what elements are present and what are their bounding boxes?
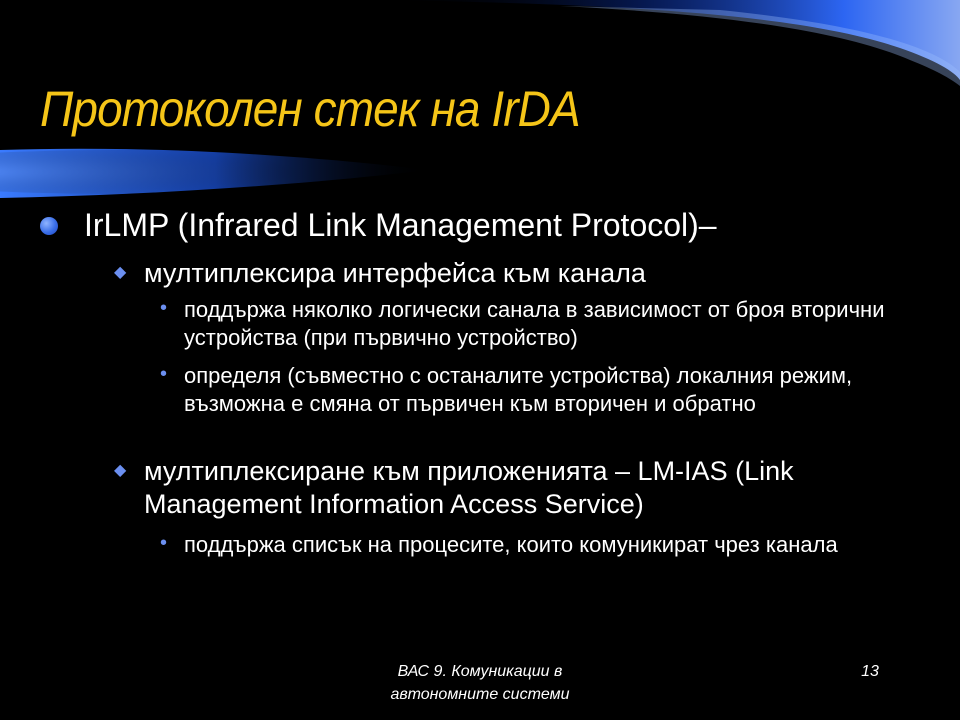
- bullet-text: мултиплексира интерфейса към канала: [144, 258, 646, 288]
- diamond-bullet-icon: ◆: [114, 462, 127, 479]
- dot-bullet-icon: •: [160, 363, 168, 385]
- blue-sphere-bullet-icon: [40, 217, 58, 235]
- diamond-bullet-icon: ◆: [114, 264, 127, 281]
- dot-bullet-icon: •: [160, 297, 168, 319]
- bullet-text: поддържа списък на процесите, които комуникират чрез канала: [184, 532, 838, 557]
- footer-line: ВАС 9. Комуникации в: [397, 663, 563, 680]
- page-number: 13: [861, 663, 879, 680]
- footer-caption: [340, 660, 620, 706]
- slide-title: Протоколен стек на IrDA: [40, 81, 580, 137]
- bullet-text: мултиплексиране към приложенията – LM-IAS (Link Management Information Access Service): [144, 456, 794, 519]
- footer-line: автономните системи: [390, 686, 570, 703]
- bullet-text: поддържа няколко логически санала в зависимост от броя вторични устройства (при първично устройство): [184, 297, 885, 350]
- dot-bullet-icon: •: [160, 532, 168, 554]
- bullet-text: IrLMP (Infrared Link Management Protocol)–: [84, 207, 717, 243]
- bullet-text: определя (съвместно с останалите устройства) локалния режим, възможна е смяна от първичен към вторичен и обратно: [184, 363, 853, 416]
